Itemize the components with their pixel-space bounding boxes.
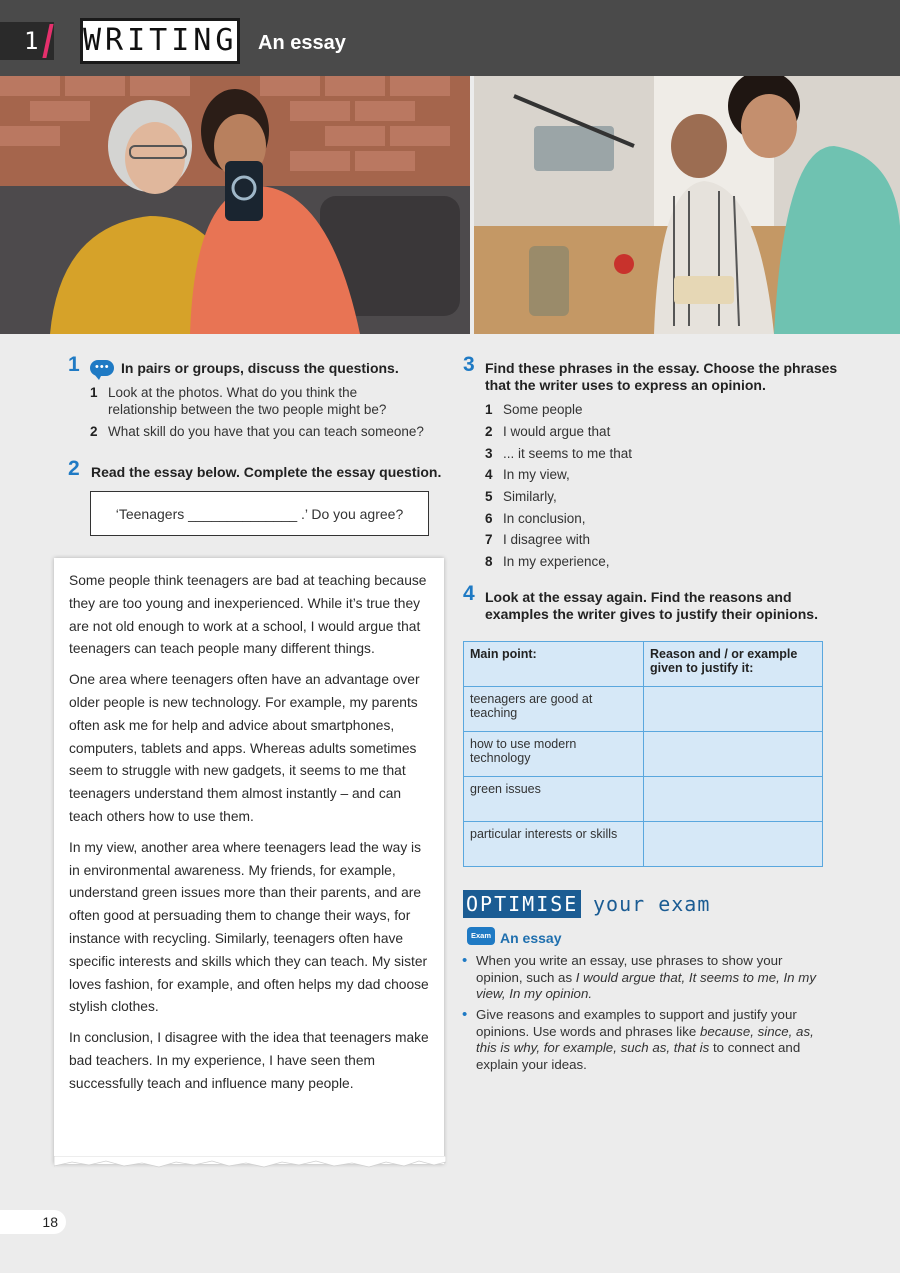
column-header-reason: Reason and / or example given to justify it: <box>644 642 823 687</box>
table-cell-point: how to use modern technology <box>464 732 644 777</box>
tip-text: Give reasons and examples to support and justify your opinions. Use words and phrases like <box>476 1007 797 1039</box>
exercise-1-item <box>90 423 424 440</box>
table-cell-point: green issues <box>464 777 644 822</box>
exercise-4-heading-line-1: Look at the essay again. Find the reasons and <box>485 589 792 605</box>
item-text: I would argue that <box>503 424 611 439</box>
essay-paragraph-3: In my view, another area where teenagers lead the way is in environmental awareness. My friends, for example, understand green issues more than their parents, and are often good at persuading them to change their ways, for instance with recycling. Similarly, teenagers often have specific interests and skills which they can teach. My sister loves fashion, for example, and often helps my dad choose stylish clothes. <box>69 839 429 1015</box>
essay-text-panel <box>54 558 444 1164</box>
exercise-3-heading-line-1: Find these phrases in the essay. Choose the phrases <box>485 360 838 376</box>
item-number: 7 <box>485 532 493 547</box>
exercise-1-number: 1 <box>68 353 80 376</box>
item-number: 3 <box>485 446 493 461</box>
tip-text-end: to connect and explain your ideas. <box>476 1040 801 1072</box>
optimise-title: OPTIMISE <box>463 890 581 918</box>
item-number: 2 <box>90 424 98 439</box>
exercise-4-number: 4 <box>463 582 475 605</box>
item-text: In my view, <box>503 467 570 482</box>
item-number: 1 <box>485 402 493 417</box>
exercise-4-heading-line-2: examples the writer gives to justify their opinions. <box>485 606 818 622</box>
item-number: 2 <box>485 424 493 439</box>
table-header-row <box>464 642 823 687</box>
exercise-2-heading: Read the essay below. Complete the essay question. <box>91 464 442 480</box>
item-number: 5 <box>485 489 493 504</box>
table-row <box>464 687 823 732</box>
item-text: Look at the photos. What do you think the <box>108 385 358 400</box>
optimise-subtitle: An essay <box>500 930 562 946</box>
item-number: 1 <box>90 385 98 400</box>
reasons-table <box>463 641 823 867</box>
exercise-2-number: 2 <box>68 457 80 480</box>
table-cell-answer[interactable] <box>644 822 823 867</box>
column-header-main-point: Main point: <box>464 642 644 687</box>
table-cell-answer[interactable] <box>644 732 823 777</box>
essay-paragraph-1: Some people think teenagers are bad at teaching because they are too young and inexperienced. While it’s true they are not old enough to work at a school, I would argue that teenagers can teach people many different things. <box>69 573 427 657</box>
table-cell-answer[interactable] <box>644 687 823 732</box>
item-text: ... it seems to me that <box>503 446 633 461</box>
item-text: In conclusion, <box>503 511 586 526</box>
photo-kitchen-cooking-image <box>474 76 900 334</box>
exam-badge-icon: Exam <box>467 927 495 945</box>
table-row <box>464 822 823 867</box>
essay-paragraph-2: One area where teenagers often have an advantage over older people is new technology. For example, my parents often ask me for help and advice about smartphones, computers, tablets and apps. Whereas adults sometimes seem to struggle with new gadgets, it seems to me that teenagers understand them almost instantly – and can teach others how to use them. <box>69 672 420 824</box>
item-number: 4 <box>485 467 493 482</box>
item-text: I disagree with <box>503 532 591 547</box>
exercise-1-item <box>90 384 357 401</box>
optimise-title-rest: your exam <box>593 892 711 916</box>
speech-bubble-icon: ••• <box>90 360 114 376</box>
torn-paper-edge <box>54 1156 446 1170</box>
item-number: 8 <box>485 554 493 569</box>
tip-bullet-2 <box>462 1007 817 1073</box>
exercise-1-heading: In pairs or groups, discuss the questions. <box>121 360 399 376</box>
phrase-item <box>485 510 586 527</box>
phrase-item <box>485 401 583 418</box>
table-row <box>464 732 823 777</box>
essay-question-box: ‘Teenagers ______________ .’ Do you agree? <box>90 491 429 536</box>
tip-bullet-1 <box>462 953 817 1003</box>
item-text: Similarly, <box>503 489 557 504</box>
tip-text: When you write an essay, use phrases to show your opinion, such as <box>476 953 783 985</box>
phrase-item <box>485 531 590 548</box>
section-title: WRITING <box>80 18 240 64</box>
phrase-item <box>485 466 570 483</box>
phrase-item <box>485 423 610 440</box>
exercise-3-heading-line-2: that the writer uses to express an opinion. <box>485 377 766 393</box>
tip-examples: I would argue that, It seems to me, In my view, In my opinion. <box>476 969 816 1002</box>
phrase-item <box>485 488 557 505</box>
item-number: 6 <box>485 511 493 526</box>
item-text: What skill do you have that you can teach someone? <box>108 424 424 439</box>
page-header <box>0 0 900 76</box>
tip-examples: because, since, as, this is why, for example, such as, that is <box>476 1023 814 1056</box>
item-text: Some people <box>503 402 583 417</box>
essay-paragraph-4: In conclusion, I disagree with the idea that teenagers make bad teachers. In my experience, I have seen them successfully teach and influence many people. <box>69 1030 429 1091</box>
photo-grandmother-phone <box>0 76 470 334</box>
table-cell-answer[interactable] <box>644 777 823 822</box>
photo-grandmother-phone-image <box>0 76 470 334</box>
phrase-item <box>485 553 610 570</box>
exercise-3-number: 3 <box>463 353 475 376</box>
table-cell-point: particular interests or skills <box>464 822 644 867</box>
section-subtitle: An essay <box>258 32 346 54</box>
phrase-item <box>485 445 632 462</box>
unit-number: 1 <box>0 22 54 60</box>
photo-kitchen-cooking <box>474 76 900 334</box>
exercise-1-item-continuation: relationship between the two people might be? <box>108 402 387 417</box>
table-row <box>464 777 823 822</box>
item-text: In my experience, <box>503 554 610 569</box>
page-number: 18 <box>0 1210 66 1234</box>
table-cell-point: teenagers are good at teaching <box>464 687 644 732</box>
